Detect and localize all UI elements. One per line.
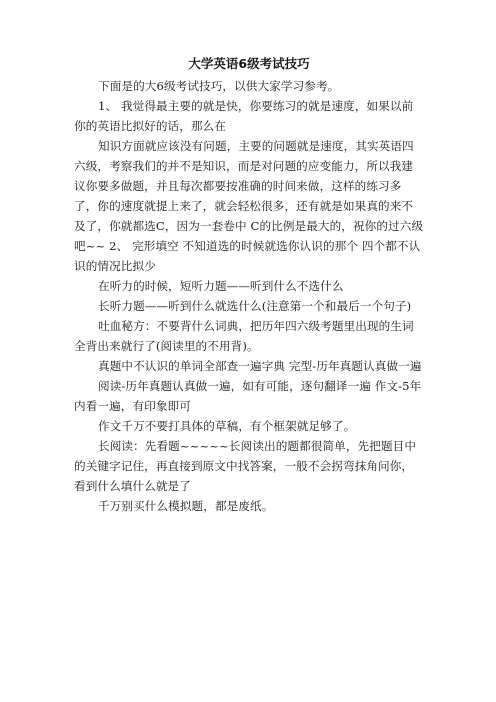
paragraph-listening-long: 长听力题——听到什么就选什么(注意第一个和最后一个句子) xyxy=(98,299,412,313)
paragraph-long-reading: 长阅读：先看题~~~~~长阅读出的题都很简单，先把题目中的关键字记住，再直接到原文中找答案，一般不会拐弯抹角问你，看到什么填什么就是了 xyxy=(74,439,417,493)
paragraph-tip-1: 1、 我觉得最主要的就是快，你要练习的就是速度，如果以前你的英语比拟好的话，那么在 xyxy=(74,99,414,133)
document-title: 大学英语6级考试技巧 xyxy=(188,56,310,71)
paragraph-vocabulary-secret: 吐血秘方：不要背什么词典，把历年四六级考题里出现的生词全背出来就行了(阅读里的不用背)。 xyxy=(74,319,414,353)
document-page xyxy=(74,56,424,516)
paragraph-mock-tests: 千万别买什么模拟题，都是废纸。 xyxy=(98,499,274,513)
paragraph-essay-draft: 作文千万不要打具体的草稿，有个框架就足够了。 xyxy=(98,419,356,433)
paragraph-dictionary: 真题中不认识的单词全部查一遍字典 完型-历年真题认真做一遍 xyxy=(98,359,422,373)
paragraph-reading-writing: 阅读-历年真题认真做一遍，如有可能，逐句翻译一遍 作文-5年内看一遍，有印象即可 xyxy=(74,379,422,413)
paragraph-speed: 知识方面就应该没有问题，主要的问题就是速度，其实英语四六级，考察我们的并不是知识，而是对问题的应变能力，所以我建议你要多做题，并且每次都要按准确的时间来做，这样的练习多了，你的速度就提上来了，就会轻松很多，还有就是如果真的来不及了，你就都选C，因为一套卷中 C的比例是最大的，祝你的过六级吧~~ 2、 完形填空 不知道选的时候就选你认识的那个 四个都不认识的情况比拟少 xyxy=(74,139,424,273)
paragraph-listening-short: 在听力的时候，短听力题——听到什么不选什么 xyxy=(98,279,344,293)
paragraph-intro: 下面是的大6级考试技巧，以供大家学习参考。 xyxy=(98,79,340,93)
